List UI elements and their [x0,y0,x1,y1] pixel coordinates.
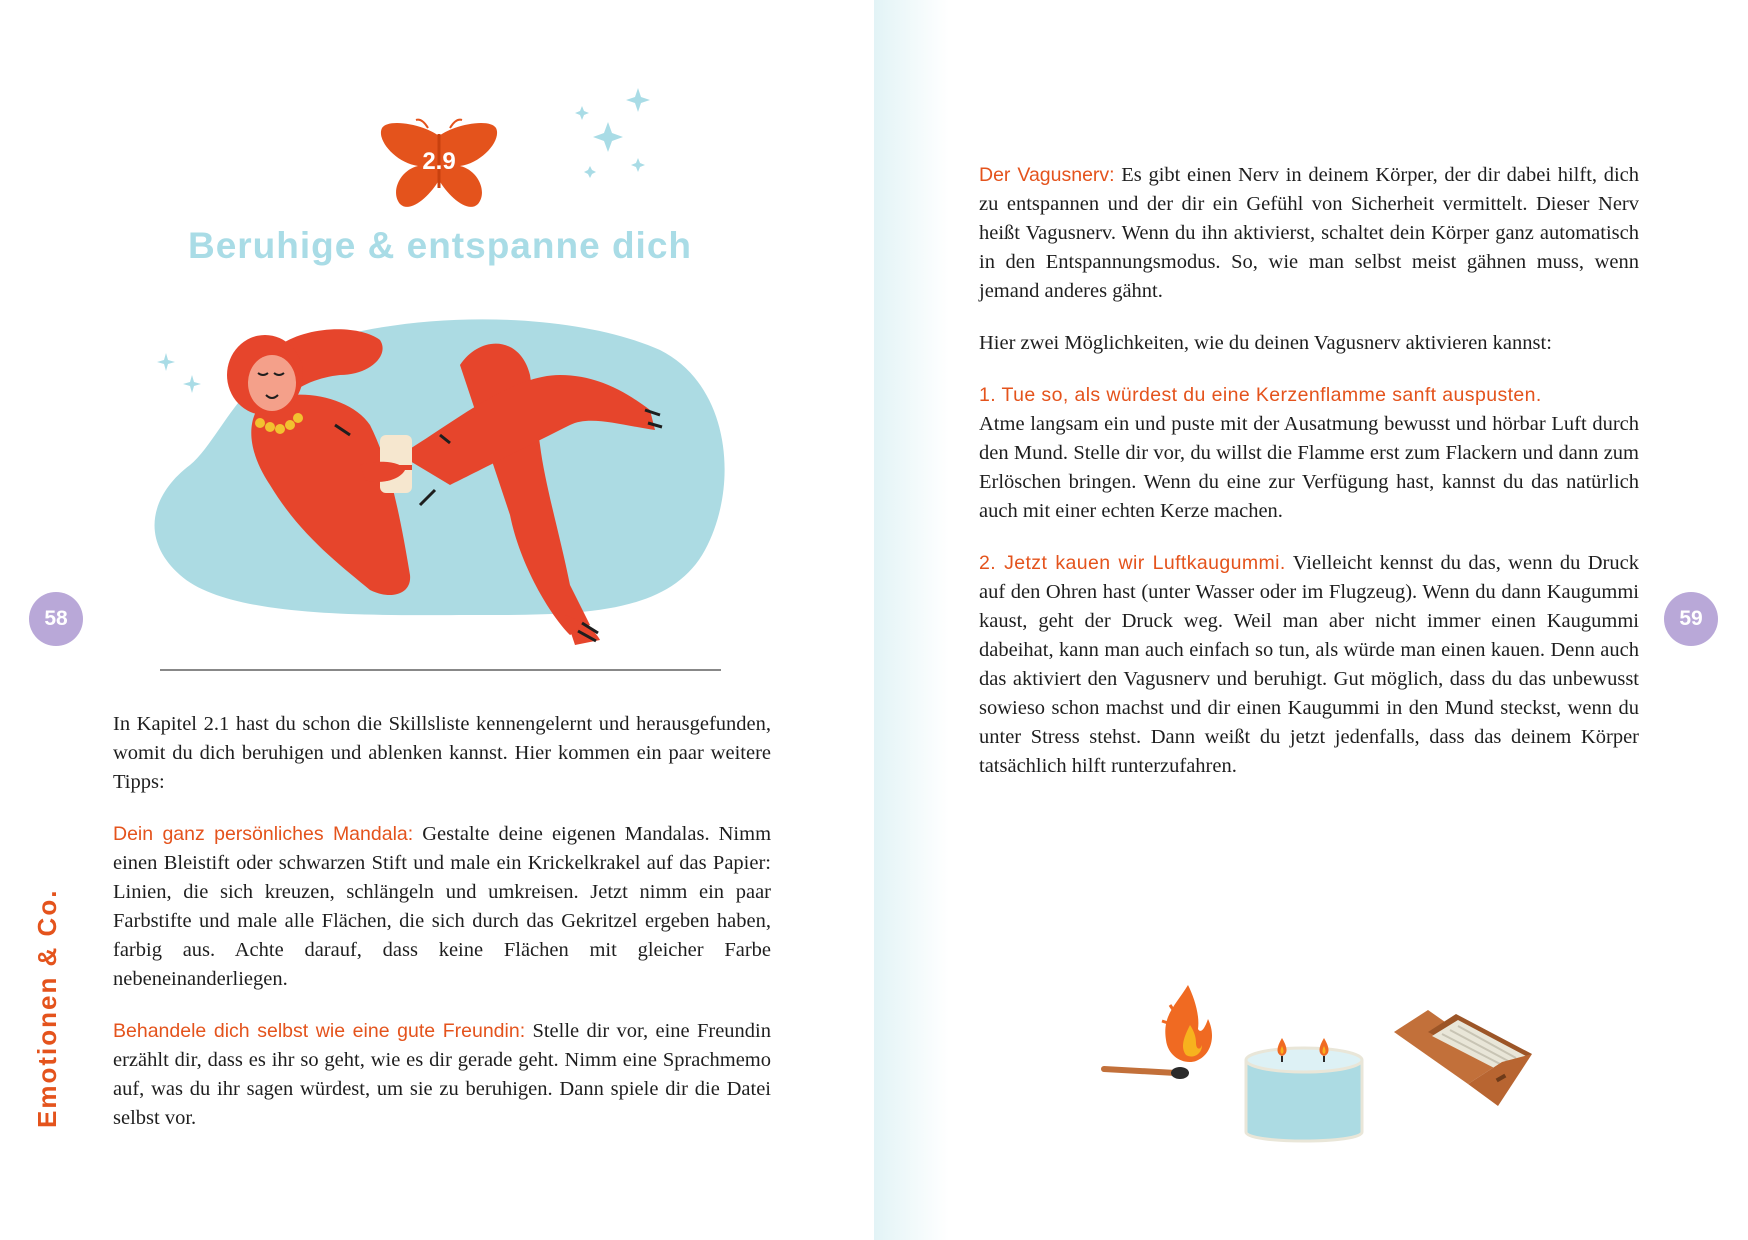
tip-freundin-title: Behandele dich selbst wie eine gute Freundin: [113,1020,526,1042]
sparkle-icon [570,88,660,183]
option-candle [979,381,1639,526]
right-page [874,0,1748,1240]
option-gum [979,549,1639,781]
option-gum-title: 2. Jetzt kauen wir Luftkaugummi. [979,552,1286,574]
tip-freundin-text: Stelle dir vor, eine Freundin erzählt dir, dass es ihr so geht, wie es dir gerade geht. Nimm eine Sprachmemo auf, was du ihr sagen würdest, um sie zu beruhigen. Dann spiele dir die Datei selbst vor. [113,1020,771,1129]
tip-mandala [113,820,771,994]
candle-illustration [1242,1040,1366,1150]
chapter-title: Beruhige & entspanne dich [187,225,692,266]
left-text-block [113,710,771,1156]
option-candle-title: 1. Tue so, als würdest du eine Kerzenflamme sanft auspusten. [979,384,1542,406]
monkey-illustration [150,315,730,655]
options-intro: Hier zwei Möglichkeiten, wie du deinen Vagusnerv aktivieren kannst: [979,332,1552,354]
page-number-left: 58 [29,592,83,646]
page-number-right: 59 [1664,592,1718,646]
right-text-block [979,161,1639,804]
chapter-number: 2.9 [422,148,456,175]
vagus-paragraph [979,161,1639,306]
option-candle-text: Atme langsam ein und puste mit der Ausatmung bewusst und hörbar Luft durch den Mund. Stelle dir vor, du willst die Flamme erst zum Flackern und dann zum Erlöschen bringen. Wenn du eine zur Verfügung hast, kannst du das natürlich auch mit einer echten Kerze machen. [979,413,1639,522]
option-gum-text: Vielleicht kennst du das, wenn du Druck auf den Ohren hast (unter Wasser oder im Flugzeug). Wenn du dann Kaugummi kaust, geht der Druck weg. Weil man aber nicht immer einen Kaugummi dabeihat, kann man auch einfach so tun, als würde man einen kauen. Denn auch das aktiviert den Vagusnerv und beruhigt. Gut möglich, dass du das unbewusst sowieso schon machst und dir einen Kaugummi in den Mund steckst, wenn du unter Stress stehst. Dann weißt du jetzt jedenfalls, dass das deinem Körper tatsächlich hilft runterzufahren. [979,552,1639,777]
match-illustration [1104,985,1224,1085]
vagus-text: Es gibt einen Nerv in deinem Körper, der dir dabei hilft, dich zu entspannen und der dir ein Gefühl von Sicherheit vermittelt. Dieser Nerv heißt Vagusnerv. Wenn du ihn aktivierst, schaltet dein Körper ganz automatisch in den Entspannungsmodus. So, wie man selbst meist gähnen muss, wenn jemand anderes gähnt. [979,164,1639,302]
tip-mandala-title: Dein ganz persönliches Mandala: [113,823,414,845]
tip-mandala-text: Gestalte deine eigenen Mandalas. Nimm einen Bleistift oder schwarzen Stift und male ein Krickelkrakel auf das Papier: Linien, die sich kreuzen, schlängeln und umkreisen. Jetzt nimm ein paar Farbstifte und male alle Flächen, die sich durch das Gekritzel ergeben haben, farbig aus. Achte darauf, dass keine Flächen mit gleicher Farbe nebeneinanderliegen. [113,823,772,990]
intro-paragraph: In Kapitel 2.1 hast du schon die Skillsliste kennengelernt und herausgefunden, womit du dich beruhigen und ablenken kannst. Hier kommen ein paar weitere Tipps: [113,713,771,793]
tip-freundin [113,1017,771,1133]
vagus-title: Der Vagusnerv: [979,164,1115,186]
divider-line [160,669,721,671]
matchbook-illustration [1392,1010,1532,1110]
side-label: Emotionen & Co. [32,888,62,1128]
